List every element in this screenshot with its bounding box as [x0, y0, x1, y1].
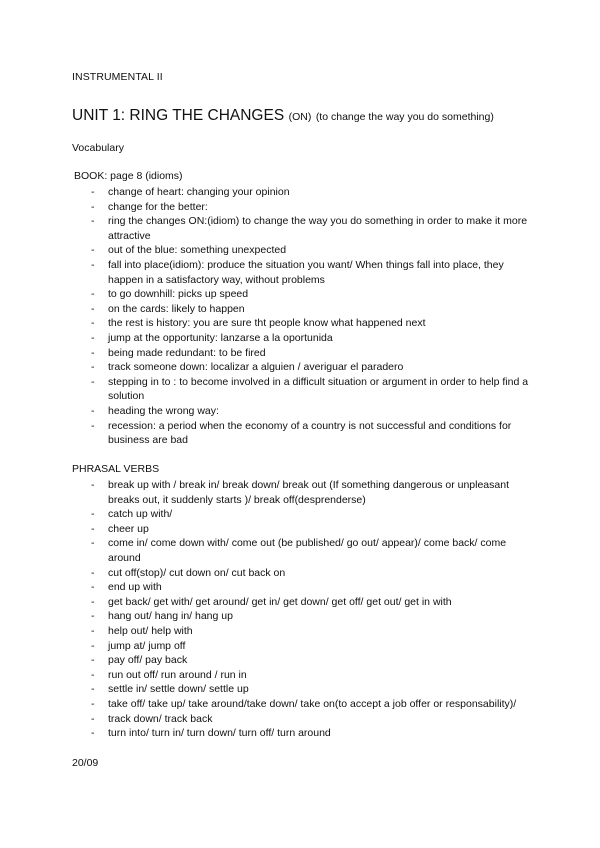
list-item	[0, 639, 600, 654]
bullet-dash: -	[91, 331, 95, 344]
list-item	[0, 419, 600, 448]
list-item	[0, 566, 600, 581]
list-item-text: turn into/ turn in/ turn down/ turn off/ turn around	[108, 727, 331, 740]
list-item	[0, 346, 600, 361]
bullet-dash: -	[91, 624, 95, 637]
list-item-text: settle in/ settle down/ settle up	[108, 683, 249, 696]
list-item-text: ring the changes ON:(idiom) to change the way you do something in order to make it more attractive	[108, 215, 528, 242]
bullet-dash: -	[91, 404, 95, 417]
list-item-text: come in/ come down with/ come out (be published/ go out/ appear)/ come back/ come around	[108, 537, 507, 564]
bullet-dash: -	[91, 668, 95, 681]
list-item	[0, 185, 600, 200]
list-item	[0, 331, 600, 346]
list-item-text: cheer up	[108, 522, 149, 535]
bullet-dash: -	[91, 654, 95, 667]
list-item	[0, 375, 600, 404]
bullet-dash: -	[91, 317, 95, 330]
bullet-dash: -	[91, 419, 95, 432]
bullet-dash: -	[91, 346, 95, 359]
list-item	[0, 360, 600, 375]
unit-title: UNIT 1: RING THE CHANGES	[72, 107, 285, 124]
list-item	[0, 316, 600, 331]
list-item-text: hang out/ hang in/ hang up	[108, 610, 233, 623]
list-item-text: get back/ get with/ get around/ get in/ get down/ get off/ get out/ get in with	[108, 595, 452, 608]
list-item-text: pay off/ pay back	[108, 654, 188, 667]
list-item-text: being made redundant: to be fired	[108, 346, 266, 359]
list-item-text: track down/ track back	[108, 712, 213, 725]
list-item-text: run out off/ run around / run in	[108, 668, 247, 681]
list-item	[0, 536, 600, 565]
bullet-dash: -	[91, 361, 95, 374]
bullet-dash: -	[91, 581, 95, 594]
list-item	[0, 302, 600, 317]
list-item	[0, 258, 600, 287]
vocabulary-list	[0, 185, 600, 448]
list-item	[0, 726, 600, 741]
list-item-text: help out/ help with	[108, 624, 193, 637]
unit-heading	[72, 107, 494, 125]
list-item	[0, 287, 600, 302]
bullet-dash: -	[91, 639, 95, 652]
list-item-text: jump at/ jump off	[108, 639, 186, 652]
list-item-text: the rest is history: you are sure tht people know what happened next	[108, 317, 426, 330]
bullet-dash: -	[91, 610, 95, 623]
bullet-dash: -	[91, 727, 95, 740]
list-item-text: end up with	[108, 581, 162, 594]
list-item-text: take off/ take up/ take around/take down/ take on(to accept a job offer or responsability)/	[108, 697, 517, 710]
list-item-text: heading the wrong way:	[108, 404, 219, 417]
bullet-dash: -	[91, 186, 95, 198]
bullet-dash: -	[91, 479, 95, 491]
list-item-text: jump at the opportunity: lanzarse a la oportunida	[108, 331, 333, 344]
unit-subtitle: (to change the way you do something)	[315, 111, 494, 123]
list-item	[0, 653, 600, 668]
list-item-text: stepping in to : to become involved in a difficult situation or argument in order to help find a solution	[108, 375, 529, 403]
bullet-dash: -	[91, 522, 95, 535]
list-item	[0, 214, 600, 243]
bullet-dash: -	[91, 712, 95, 725]
bullet-dash: -	[91, 288, 95, 301]
course-title: INSTRUMENTAL II	[72, 71, 163, 83]
unit-on-label: (ON)	[288, 111, 312, 123]
list-item-text: to go downhill: picks up speed	[108, 288, 249, 301]
list-item-text: cut off(stop)/ cut down on/ cut back on	[108, 566, 286, 579]
bullet-dash: -	[91, 244, 95, 257]
list-item	[0, 404, 600, 419]
list-item-text: on the cards: likely to happen	[108, 302, 245, 315]
list-item-text: catch up with/	[108, 508, 173, 521]
bullet-dash: -	[91, 302, 95, 315]
bullet-dash: -	[91, 258, 95, 271]
bullet-dash: -	[91, 683, 95, 696]
list-item	[0, 697, 600, 712]
list-item	[0, 682, 600, 697]
bullet-dash: -	[91, 375, 95, 388]
list-item	[0, 580, 600, 595]
list-item-text: change of heart: changing your opinion	[108, 186, 290, 198]
bullet-dash: -	[91, 508, 95, 521]
date-note: 20/09	[72, 757, 99, 769]
list-item-text: recession: a period when the economy of a country is not successful and conditions for business are bad	[108, 419, 512, 447]
list-item	[0, 200, 600, 215]
list-item	[0, 478, 600, 507]
list-item-text: track someone down: localizar a alguien / averiguar el paradero	[108, 361, 404, 374]
phrasal-verbs-list	[0, 478, 600, 741]
bullet-dash: -	[91, 215, 95, 228]
vocabulary-heading: Vocabulary	[72, 142, 124, 154]
bullet-dash: -	[91, 595, 95, 608]
list-item	[0, 595, 600, 610]
bullet-dash: -	[91, 697, 95, 710]
list-item-text: out of the blue: something unexpected	[108, 244, 287, 257]
list-item-text: change for the better:	[108, 200, 208, 213]
list-item-text: break up with / break in/ break down/ break out (If something dangerous or unpleasant breaks out, it suddenly starts )/ break off(desprenderse)	[108, 479, 509, 506]
bullet-dash: -	[91, 200, 95, 213]
list-item	[0, 624, 600, 639]
list-item	[0, 522, 600, 537]
list-item	[0, 507, 600, 522]
book-heading: BOOK: page 8 (idioms)	[74, 170, 183, 182]
list-item-text: fall into place(idiom): produce the situation you want/ When things fall into place, they happen in a satisfactory way, without problems	[108, 258, 504, 286]
phrasal-verbs-heading: PHRASAL VERBS	[72, 463, 160, 475]
list-item	[0, 609, 600, 624]
list-item	[0, 243, 600, 258]
list-item	[0, 712, 600, 727]
bullet-dash: -	[91, 566, 95, 579]
list-item	[0, 668, 600, 683]
bullet-dash: -	[91, 537, 95, 550]
